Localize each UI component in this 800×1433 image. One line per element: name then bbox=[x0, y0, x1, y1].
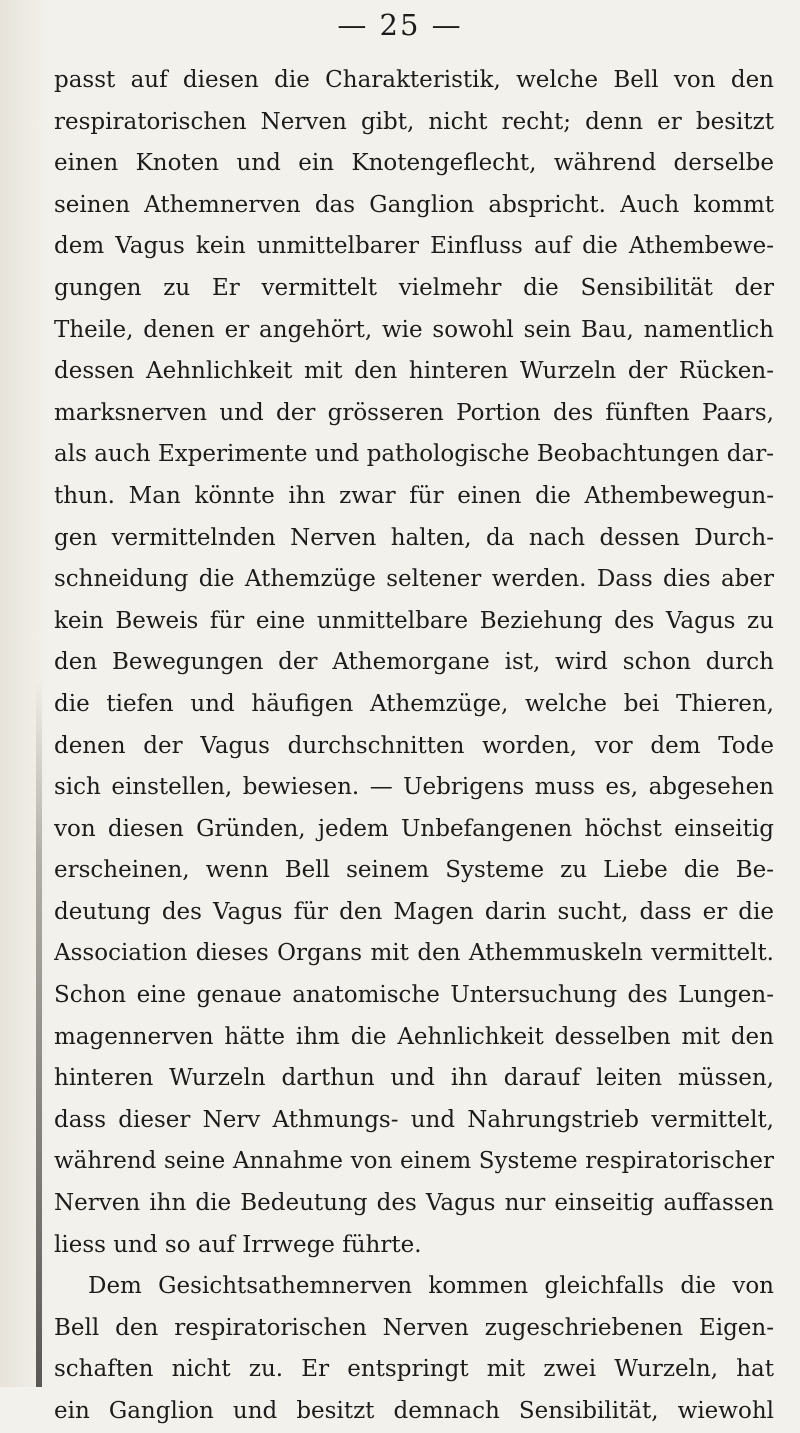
text-line: deutung des Vagus für den Magen darin sucht, dass er die bbox=[54, 898, 774, 925]
text-line: Bell den respiratorischen Nerven zugeschriebenen Eigen- bbox=[54, 1314, 774, 1341]
text-line: Theile, denen er angehört, wie sowohl sein Bau, namentlich bbox=[54, 316, 774, 343]
text-line: thun. Man könnte ihn zwar für einen die Athembewegun- bbox=[54, 482, 774, 509]
text-line-paragraph-start: Dem Gesichtsathemnerven kommen gleichfalls die von bbox=[88, 1273, 774, 1300]
text-line: dass dieser Nerv Athmungs- und Nahrungstrieb vermittelt, bbox=[54, 1106, 774, 1133]
text-line: erscheinen, wenn Bell seinem Systeme zu Liebe die Be- bbox=[54, 857, 774, 884]
text-line: respiratorischen Nerven gibt, nicht recht; denn er besitzt bbox=[54, 108, 774, 135]
text-line: dessen Aehnlichkeit mit den hinteren Wurzeln der Rücken- bbox=[54, 358, 774, 385]
text-line-paragraph-end: liess und so auf Irrwege führte. bbox=[54, 1231, 422, 1258]
text-line: dem Vagus kein unmittelbarer Einfluss auf die Athembewe- bbox=[54, 233, 774, 260]
text-line: sich einstellen, bewiesen. — Uebrigens muss es, abgesehen bbox=[54, 774, 774, 801]
text-line: während seine Annahme von einem Systeme respiratorischer bbox=[54, 1148, 774, 1175]
text-line: denen der Vagus durchschnitten worden, vor dem Tode bbox=[54, 732, 774, 759]
text-line: Schon eine genaue anatomische Untersuchung des Lungen- bbox=[54, 982, 774, 1009]
text-line: schneidung die Athemzüge seltener werden. Dass dies aber bbox=[54, 566, 774, 593]
text-line: seinen Athemnerven das Ganglion abspricht. Auch kommt bbox=[54, 191, 774, 218]
text-line: hinteren Wurzeln darthun und ihn darauf leiten müssen, bbox=[54, 1065, 774, 1092]
body-text bbox=[54, 60, 774, 1433]
page-number: — 25 — bbox=[337, 8, 463, 42]
text-line: gungen zu Er vermittelt vielmehr die Sensibilität der bbox=[54, 274, 774, 301]
text-line: die tiefen und häufigen Athemzüge, welche bei Thieren, bbox=[54, 690, 774, 717]
text-line: Association dieses Organs mit den Athemmuskeln vermittelt. bbox=[54, 940, 774, 967]
text-line: Nerven ihn die Bedeutung des Vagus nur einseitig auffassen bbox=[54, 1190, 774, 1217]
text-line: gen vermittelnden Nerven halten, da nach dessen Durch- bbox=[54, 524, 774, 551]
text-line: passt auf diesen die Charakteristik, welche Bell von den bbox=[54, 67, 774, 93]
text-line: magennerven hätte ihm die Aehnlichkeit desselben mit den bbox=[54, 1023, 774, 1050]
binding-edge bbox=[36, 680, 42, 1387]
text-line: kein Beweis für eine unmittelbare Beziehung des Vagus zu bbox=[54, 607, 774, 634]
text-line: einen Knoten und ein Knotengeflecht, während derselbe bbox=[54, 150, 774, 177]
text-line: schaften nicht zu. Er entspringt mit zwei Wurzeln, hat bbox=[54, 1356, 774, 1383]
text-line: als auch Experimente und pathologische Beobachtungen dar- bbox=[54, 441, 774, 468]
text-line: den Bewegungen der Athemorgane ist, wird schon durch bbox=[54, 649, 774, 676]
text-line: marksnerven und der grösseren Portion des fünften Paars, bbox=[54, 399, 774, 426]
text-line: von diesen Gründen, jedem Unbefangenen höchst einseitig bbox=[54, 815, 774, 842]
text-line: ein Ganglion und besitzt demnach Sensibilität, wiewohl bbox=[54, 1398, 774, 1424]
